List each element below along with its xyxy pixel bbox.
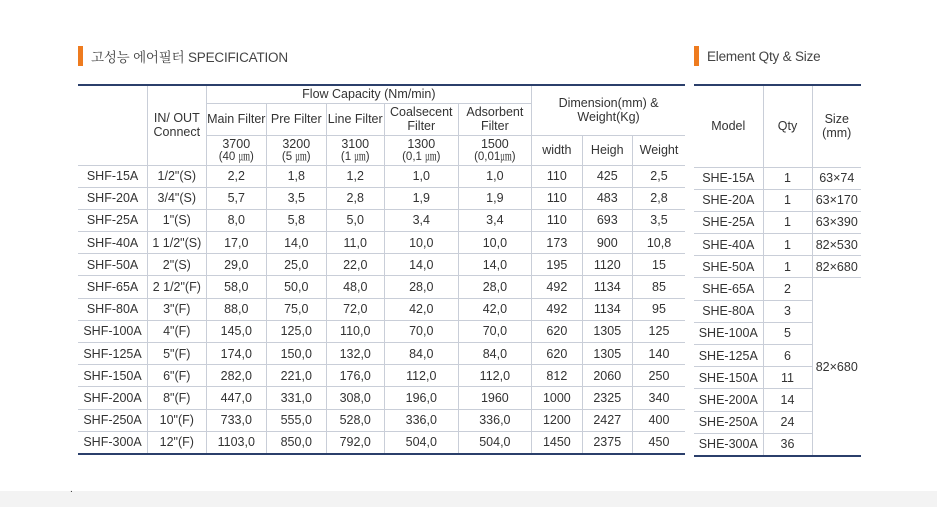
spec-cell: 3,5 <box>267 187 326 209</box>
spec-cell: 425 <box>582 165 632 187</box>
table-row <box>78 409 685 431</box>
dimension-col-header: width <box>532 135 582 165</box>
filter-name-header: Pre Filter <box>267 103 326 135</box>
spec-cell: 173 <box>532 232 582 254</box>
spec-cell: 25,0 <box>267 254 326 276</box>
spec-cell: 29,0 <box>206 254 266 276</box>
model-cell: SHF-65A <box>78 276 148 298</box>
heading-accent-bar <box>78 46 83 66</box>
spec-cell: 42,0 <box>458 298 532 320</box>
table-row <box>78 165 685 187</box>
element-model-cell: SHE-200A <box>694 389 763 411</box>
spec-cell: 3/4"(S) <box>148 187 206 209</box>
spec-cell: 250 <box>632 365 685 387</box>
element-qty-cell: 2 <box>763 278 812 300</box>
spec-cell: 1305 <box>582 343 632 365</box>
spec-cell: 42,0 <box>384 298 458 320</box>
spec-cell: 336,0 <box>384 409 458 431</box>
spec-cell: 176,0 <box>326 365 384 387</box>
spec-cell: 1,0 <box>458 165 532 187</box>
table-row <box>78 387 685 409</box>
element-qty-cell: 1 <box>763 211 812 233</box>
spec-cell: 2427 <box>582 409 632 431</box>
model-header <box>78 85 148 165</box>
spec-cell: 1 1/2"(S) <box>148 232 206 254</box>
model-cell: SHF-300A <box>78 431 148 454</box>
spec-cell: 85 <box>632 276 685 298</box>
spec-heading <box>78 46 288 66</box>
spec-cell: 50,0 <box>267 276 326 298</box>
element-qty-cell: 11 <box>763 367 812 389</box>
model-cell: SHF-15A <box>78 165 148 187</box>
element-model-cell: SHE-250A <box>694 411 763 433</box>
spec-cell: 195 <box>532 254 582 276</box>
filter-name-header: Coalsecent Filter <box>384 103 458 135</box>
bottom-strip <box>0 491 937 507</box>
spec-cell: 3"(F) <box>148 298 206 320</box>
spec-cell: 1134 <box>582 276 632 298</box>
spec-cell: 555,0 <box>267 409 326 431</box>
spec-cell: 447,0 <box>206 387 266 409</box>
spec-cell: 8"(F) <box>148 387 206 409</box>
filter-capacity-header <box>206 135 266 165</box>
element-qty-cell: 1 <box>763 234 812 256</box>
spec-cell: 17,0 <box>206 232 266 254</box>
spec-cell: 1,9 <box>384 187 458 209</box>
element-model-cell: SHE-150A <box>694 367 763 389</box>
spec-cell: 2060 <box>582 365 632 387</box>
dimension-header: Dimension(mm) & Weight(Kg) <box>532 85 685 135</box>
element-model-cell: SHE-20A <box>694 189 763 211</box>
filter-name-header: Main Filter <box>206 103 266 135</box>
spec-cell: 14,0 <box>267 232 326 254</box>
spec-cell: 4"(F) <box>148 320 206 342</box>
filter-capacity-value: 1500 <box>480 137 509 151</box>
inout-header: IN/ OUT Connect <box>148 85 206 165</box>
filter-name-header: Adsorbent Filter <box>458 103 532 135</box>
spec-cell: 2"(S) <box>148 254 206 276</box>
spec-cell: 492 <box>532 298 582 320</box>
element-model-header: Model <box>694 85 763 167</box>
element-model-cell: SHE-100A <box>694 322 763 344</box>
spec-cell: 693 <box>582 209 632 231</box>
footnote-mark: . <box>70 484 73 495</box>
spec-cell: 2 1/2"(F) <box>148 276 206 298</box>
table-row <box>694 167 861 189</box>
specification-table <box>78 84 685 455</box>
table-row <box>694 189 861 211</box>
element-size-cell: 63×74 <box>812 167 861 189</box>
element-size-header: Size (mm) <box>812 85 861 167</box>
spec-cell: 528,0 <box>326 409 384 431</box>
filter-name-header: Line Filter <box>326 103 384 135</box>
element-qty-cell: 5 <box>763 322 812 344</box>
spec-cell: 2,8 <box>326 187 384 209</box>
spec-cell: 110,0 <box>326 320 384 342</box>
spec-cell: 1450 <box>532 431 582 454</box>
model-cell: SHF-250A <box>78 409 148 431</box>
filter-capacity-header <box>384 135 458 165</box>
table-row <box>78 254 685 276</box>
spec-cell: 792,0 <box>326 431 384 454</box>
filter-micron: (0,01㎛) <box>474 151 516 163</box>
spec-cell: 10,8 <box>632 232 685 254</box>
spec-cell: 70,0 <box>458 320 532 342</box>
model-cell: SHF-50A <box>78 254 148 276</box>
filter-capacity-header <box>267 135 326 165</box>
element-model-cell: SHE-15A <box>694 167 763 189</box>
spec-cell: 1,0 <box>384 165 458 187</box>
spec-cell: 450 <box>632 431 685 454</box>
spec-cell: 84,0 <box>458 343 532 365</box>
spec-cell: 22,0 <box>326 254 384 276</box>
spec-cell: 2,5 <box>632 165 685 187</box>
spec-cell: 620 <box>532 320 582 342</box>
spec-cell: 850,0 <box>267 431 326 454</box>
table-row <box>78 365 685 387</box>
spec-cell: 5,7 <box>206 187 266 209</box>
spec-cell: 504,0 <box>384 431 458 454</box>
element-model-cell: SHE-65A <box>694 278 763 300</box>
element-qty-cell: 14 <box>763 389 812 411</box>
spec-cell: 620 <box>532 343 582 365</box>
filter-capacity-header <box>458 135 532 165</box>
spec-cell: 14,0 <box>384 254 458 276</box>
filter-capacity-value: 3100 <box>341 137 370 151</box>
model-cell: SHF-40A <box>78 232 148 254</box>
element-model-cell: SHE-125A <box>694 345 763 367</box>
spec-cell: 3,4 <box>458 209 532 231</box>
spec-cell: 3,5 <box>632 209 685 231</box>
spec-cell: 5,8 <box>267 209 326 231</box>
spec-cell: 84,0 <box>384 343 458 365</box>
spec-cell: 125 <box>632 320 685 342</box>
spec-cell: 112,0 <box>458 365 532 387</box>
spec-cell: 8,0 <box>206 209 266 231</box>
model-cell: SHF-25A <box>78 209 148 231</box>
element-model-cell: SHE-25A <box>694 211 763 233</box>
filter-micron: (5 ㎛) <box>281 151 311 163</box>
spec-cell: 88,0 <box>206 298 266 320</box>
spec-cell: 1"(S) <box>148 209 206 231</box>
model-cell: SHF-20A <box>78 187 148 209</box>
flow-capacity-header: Flow Capacity (Nm/min) <box>206 85 532 103</box>
spec-cell: 2,8 <box>632 187 685 209</box>
spec-cell: 15 <box>632 254 685 276</box>
element-model-cell: SHE-80A <box>694 300 763 322</box>
spec-cell: 196,0 <box>384 387 458 409</box>
model-cell: SHF-125A <box>78 343 148 365</box>
spec-cell: 812 <box>532 365 582 387</box>
spec-cell: 140 <box>632 343 685 365</box>
table-row <box>694 256 861 278</box>
spec-cell: 400 <box>632 409 685 431</box>
filter-capacity-value: 1300 <box>407 137 436 151</box>
model-cell: SHF-100A <box>78 320 148 342</box>
spec-cell: 75,0 <box>267 298 326 320</box>
element-size-merged-cell: 82×680 <box>812 278 861 456</box>
element-model-cell: SHE-50A <box>694 256 763 278</box>
table-row <box>78 431 685 454</box>
element-qty-cell: 1 <box>763 256 812 278</box>
spec-cell: 110 <box>532 165 582 187</box>
table-row <box>78 320 685 342</box>
table-row <box>78 298 685 320</box>
heading-accent-bar <box>694 46 699 66</box>
spec-cell: 110 <box>532 209 582 231</box>
element-size-cell: 63×170 <box>812 189 861 211</box>
spec-cell: 5"(F) <box>148 343 206 365</box>
spec-cell: 308,0 <box>326 387 384 409</box>
table-row <box>694 278 861 300</box>
element-title: Element Qty & Size <box>707 48 821 64</box>
spec-cell: 1960 <box>458 387 532 409</box>
spec-cell: 95 <box>632 298 685 320</box>
element-qty-cell: 24 <box>763 411 812 433</box>
spec-cell: 48,0 <box>326 276 384 298</box>
table-row <box>78 209 685 231</box>
spec-cell: 1,2 <box>326 165 384 187</box>
spec-cell: 1000 <box>532 387 582 409</box>
spec-cell: 14,0 <box>458 254 532 276</box>
spec-cell: 1305 <box>582 320 632 342</box>
table-row <box>694 211 861 233</box>
spec-cell: 6"(F) <box>148 365 206 387</box>
spec-cell: 132,0 <box>326 343 384 365</box>
model-cell: SHF-80A <box>78 298 148 320</box>
spec-cell: 112,0 <box>384 365 458 387</box>
spec-cell: 10"(F) <box>148 409 206 431</box>
element-size-cell: 82×530 <box>812 234 861 256</box>
table-row <box>78 232 685 254</box>
spec-title: 고성능 에어필터 SPECIFICATION <box>91 50 288 65</box>
spec-cell: 504,0 <box>458 431 532 454</box>
filter-capacity-value: 3200 <box>282 137 311 151</box>
table-row <box>694 234 861 256</box>
element-qty-cell: 1 <box>763 189 812 211</box>
spec-cell: 28,0 <box>458 276 532 298</box>
table-row <box>78 187 685 209</box>
element-qty-cell: 36 <box>763 433 812 456</box>
spec-cell: 1/2"(S) <box>148 165 206 187</box>
spec-cell: 28,0 <box>384 276 458 298</box>
dimension-col-header: Weight <box>632 135 685 165</box>
element-qty-cell: 1 <box>763 167 812 189</box>
spec-cell: 1,9 <box>458 187 532 209</box>
spec-cell: 125,0 <box>267 320 326 342</box>
spec-cell: 2375 <box>582 431 632 454</box>
element-model-cell: SHE-40A <box>694 234 763 256</box>
dimension-col-header: Heigh <box>582 135 632 165</box>
spec-cell: 110 <box>532 187 582 209</box>
model-cell: SHF-200A <box>78 387 148 409</box>
model-cell: SHF-150A <box>78 365 148 387</box>
table-row <box>78 276 685 298</box>
spec-cell: 150,0 <box>267 343 326 365</box>
element-table <box>694 84 861 457</box>
spec-cell: 483 <box>582 187 632 209</box>
spec-cell: 492 <box>532 276 582 298</box>
spec-cell: 1,8 <box>267 165 326 187</box>
spec-cell: 282,0 <box>206 365 266 387</box>
spec-cell: 11,0 <box>326 232 384 254</box>
spec-cell: 1103,0 <box>206 431 266 454</box>
element-qty-cell: 3 <box>763 300 812 322</box>
spec-cell: 3,4 <box>384 209 458 231</box>
spec-cell: 1120 <box>582 254 632 276</box>
spec-cell: 1134 <box>582 298 632 320</box>
spec-cell: 340 <box>632 387 685 409</box>
filter-capacity-header <box>326 135 384 165</box>
filter-micron: (0,1 ㎛) <box>402 151 441 163</box>
spec-cell: 145,0 <box>206 320 266 342</box>
spec-cell: 331,0 <box>267 387 326 409</box>
element-size-cell: 82×680 <box>812 256 861 278</box>
spec-cell: 2325 <box>582 387 632 409</box>
element-heading <box>694 46 820 66</box>
spec-cell: 733,0 <box>206 409 266 431</box>
element-model-cell: SHE-300A <box>694 433 763 456</box>
element-qty-cell: 6 <box>763 345 812 367</box>
spec-cell: 2,2 <box>206 165 266 187</box>
table-row <box>78 343 685 365</box>
element-qty-header: Qty <box>763 85 812 167</box>
spec-cell: 1200 <box>532 409 582 431</box>
spec-cell: 900 <box>582 232 632 254</box>
spec-cell: 5,0 <box>326 209 384 231</box>
spec-cell: 336,0 <box>458 409 532 431</box>
spec-cell: 70,0 <box>384 320 458 342</box>
filter-micron: (40 ㎛) <box>218 151 254 163</box>
element-size-cell: 63×390 <box>812 211 861 233</box>
spec-cell: 10,0 <box>384 232 458 254</box>
spec-cell: 12"(F) <box>148 431 206 454</box>
spec-cell: 72,0 <box>326 298 384 320</box>
spec-cell: 10,0 <box>458 232 532 254</box>
spec-cell: 174,0 <box>206 343 266 365</box>
filter-capacity-value: 3700 <box>222 137 251 151</box>
filter-micron: (1 ㎛) <box>340 151 370 163</box>
spec-cell: 58,0 <box>206 276 266 298</box>
spec-cell: 221,0 <box>267 365 326 387</box>
